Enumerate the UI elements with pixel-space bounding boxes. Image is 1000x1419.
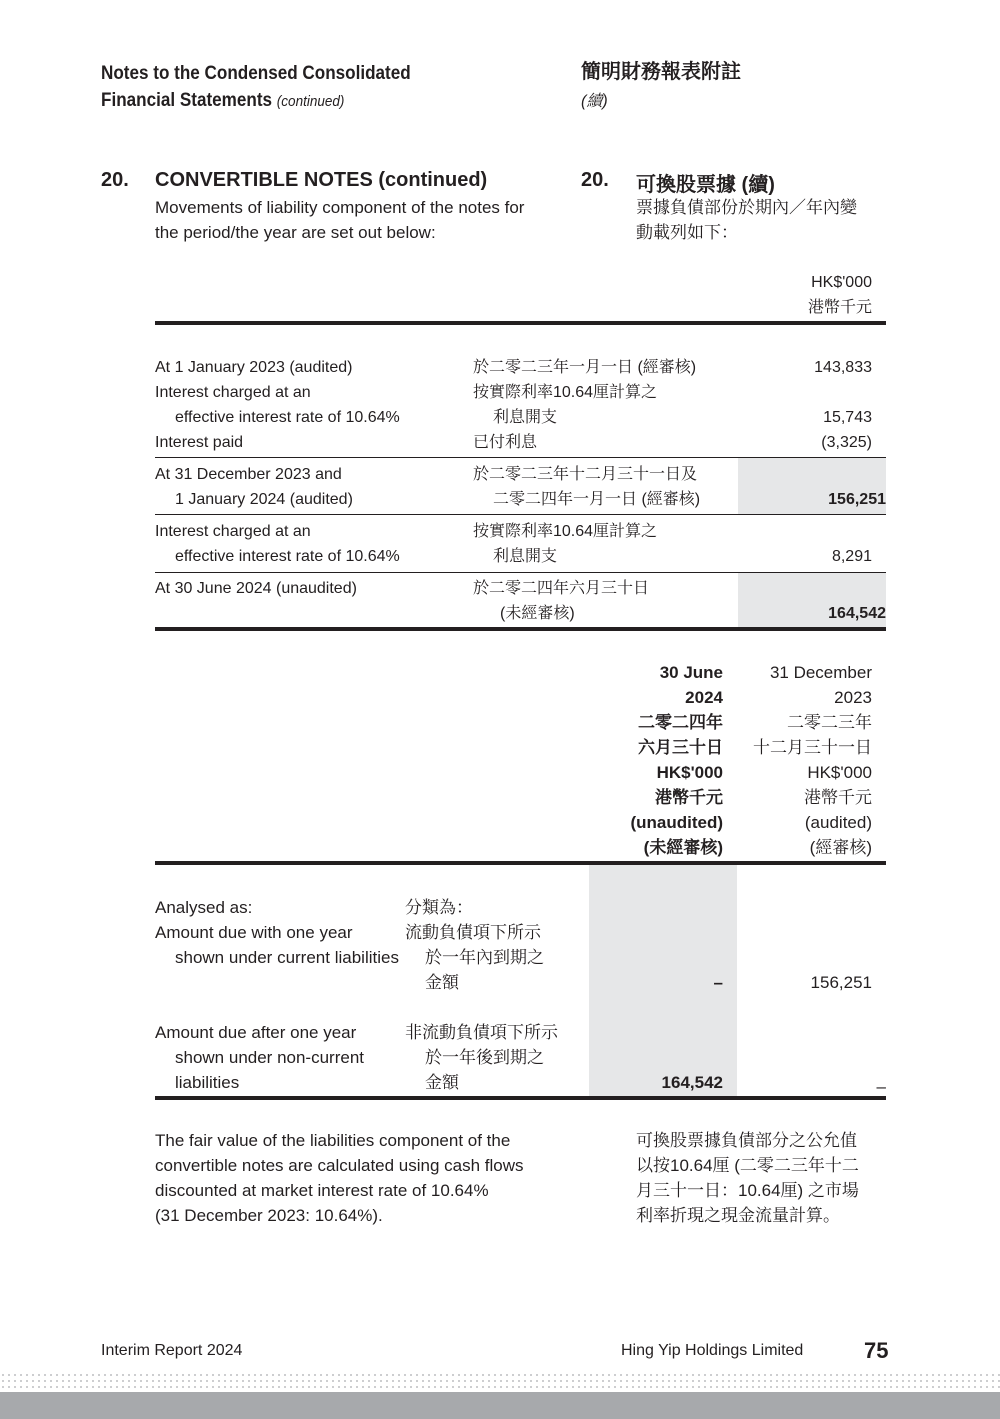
table-row-label-en: Interest charged at an: [155, 384, 311, 401]
header-en-line2: Financial Statements: [101, 90, 273, 111]
column-header-line: 2023: [834, 688, 872, 707]
table-row-label-en: Interest charged at an: [155, 523, 311, 540]
column-header-line: HK$'000: [656, 763, 723, 782]
current-label-en: [155, 920, 399, 970]
table-row-label-zh: 於二零二三年一月一日 (經審核): [473, 359, 697, 376]
column-header-line: 十二月三十一日: [753, 738, 872, 757]
column-header-line: 二零二四年: [638, 713, 723, 732]
paragraph-line: convertible notes are calculated using cash flows: [155, 1156, 524, 1175]
column-header-line: 2024: [685, 688, 723, 707]
label-line: 於一年內到期之: [425, 948, 544, 967]
label-line: shown under non-current: [175, 1048, 365, 1067]
section-number-zh: 20.: [581, 169, 609, 191]
column-header-line: (audited): [804, 813, 872, 832]
column-header-line: HK$'000: [807, 763, 872, 782]
label-line: 流動負債項下所示: [405, 923, 541, 942]
table-row-label-en: effective interest rate of 10.64%: [175, 548, 400, 565]
label-line: liabilities: [175, 1073, 240, 1092]
table-row-label-zh: 已付利息: [473, 434, 538, 451]
label-line: Amount due with one year: [155, 923, 353, 942]
analysed-label-en: Analysed as:: [155, 898, 253, 917]
fair-value-en: [155, 1128, 550, 1228]
table-row-label-en: At 30 June 2024 (unaudited): [155, 580, 357, 597]
intro-zh: [636, 195, 857, 245]
table-row-label-zh: 利息開支: [493, 548, 558, 565]
noncurrent-value-2024: 164,542: [661, 1073, 723, 1092]
current-value-2024: –: [713, 973, 723, 992]
header-zh-continued: (續): [581, 93, 608, 110]
column-header-line: 港幣千元: [655, 788, 723, 807]
paragraph-line: (31 December 2023: 10.64%).: [155, 1206, 383, 1225]
table-row-value: 8,291: [831, 548, 872, 565]
footer-company-name: Hing Yip Holdings Limited: [621, 1342, 804, 1359]
section-number-en: 20.: [101, 169, 129, 191]
current-value-2023: 156,251: [810, 973, 872, 992]
currency-header-en: HK$'000: [811, 274, 872, 291]
subtotal-rule: [155, 572, 886, 573]
column-header-line: (經審核): [809, 838, 872, 857]
table-row-label-en: 1 January 2024 (audited): [175, 491, 353, 508]
label-line: 金額: [425, 973, 459, 992]
table-row-label-zh: 按實際利率10.64厘計算之: [473, 523, 658, 540]
table-row-label-zh: 利息開支: [493, 409, 558, 426]
table-row-label-zh: 於二零二四年六月三十日: [473, 580, 650, 597]
label-line: Amount due after one year: [155, 1023, 357, 1042]
table-row-label-en: effective interest rate of 10.64%: [175, 409, 400, 426]
paragraph-line: 以按10.64厘 (二零二三年十二: [636, 1156, 859, 1175]
table-bottom-rule: [155, 627, 886, 631]
analysis-bottom-rule: [155, 1096, 886, 1100]
header-en-continued: (continued): [276, 93, 345, 110]
table-row-label-zh: 按實際利率10.64厘計算之: [473, 384, 658, 401]
current-label-zh: [405, 920, 544, 995]
column-header-line: (未經審核): [643, 838, 723, 857]
label-line: 於一年後到期之: [425, 1048, 544, 1067]
table-row-label-en: At 31 December 2023 and: [155, 466, 342, 483]
intro-en-line: the period/the year are set out below:: [155, 223, 436, 242]
paragraph-line: The fair value of the liabilities component of the: [155, 1131, 511, 1150]
subtotal-rule: [155, 514, 886, 515]
intro-en: [155, 195, 550, 245]
footer-bar: [0, 1392, 1000, 1419]
table-row-label-zh: 二零二四年一月一日 (經審核): [493, 491, 701, 508]
fair-value-zh: [636, 1128, 859, 1228]
table-row-value: 156,251: [828, 491, 886, 508]
noncurrent-value-2023: –: [876, 1077, 886, 1096]
column-header-line: 30 June: [659, 663, 723, 682]
column-header-line: 二零二三年: [787, 713, 872, 732]
column-header-2023: [753, 660, 872, 860]
table-row-value: 15,743: [823, 409, 872, 426]
table-row-label-zh: (未經審核): [500, 605, 575, 622]
column-header-line: (unaudited): [630, 813, 723, 832]
page-number: 75: [864, 1338, 889, 1363]
intro-zh-line: 動載列如下：: [636, 223, 738, 242]
header-en-line1: Notes to the Condensed Consolidated: [101, 63, 411, 84]
footer-dot-pattern: [0, 1372, 1000, 1392]
noncurrent-label-en: [155, 1020, 364, 1095]
paragraph-line: 月三十一日：10.64厘) 之市場: [636, 1181, 859, 1200]
analysed-label-zh: 分類為：: [405, 898, 473, 917]
table-row-value: (3,325): [821, 434, 872, 451]
section-title-zh: 可換股票據 (續): [636, 174, 775, 196]
noncurrent-label-zh: [405, 1020, 558, 1095]
header-zh-title: 簡明財務報表附註: [581, 61, 741, 83]
paragraph-line: 利率折現之現金流量計算。: [636, 1206, 840, 1225]
analysis-top-rule: [155, 861, 886, 865]
column-header-2024: [630, 660, 723, 860]
table-row-value: 143,833: [814, 359, 872, 376]
table-row-value: 164,542: [828, 605, 886, 622]
label-line: shown under current liabilities: [175, 948, 399, 967]
intro-zh-line: 票據負債部份於期內／年內變: [636, 198, 857, 217]
paragraph-line: 可換股票據負債部分之公允值: [636, 1131, 857, 1150]
section-title-en: CONVERTIBLE NOTES (continued): [155, 169, 488, 191]
subtotal-rule: [155, 457, 886, 458]
table-row-label-zh: 於二零二三年十二月三十一日及: [473, 466, 698, 483]
intro-en-line: Movements of liability component of the notes for: [155, 198, 525, 217]
table-row-label-en: At 1 January 2023 (audited): [155, 359, 353, 376]
footer-report-title: Interim Report 2024: [101, 1342, 243, 1359]
column-header-line: 港幣千元: [804, 788, 872, 807]
label-line: 金額: [425, 1073, 459, 1092]
paragraph-line: discounted at market interest rate of 10.64%: [155, 1181, 489, 1200]
column-header-line: 31 December: [769, 663, 872, 682]
label-line: 非流動負債項下所示: [405, 1023, 558, 1042]
header-en: [101, 60, 411, 115]
currency-header-zh: 港幣千元: [807, 299, 872, 316]
table-top-rule: [155, 321, 886, 325]
table-row-label-en: Interest paid: [155, 434, 244, 451]
column-header-line: 六月三十日: [638, 738, 723, 757]
